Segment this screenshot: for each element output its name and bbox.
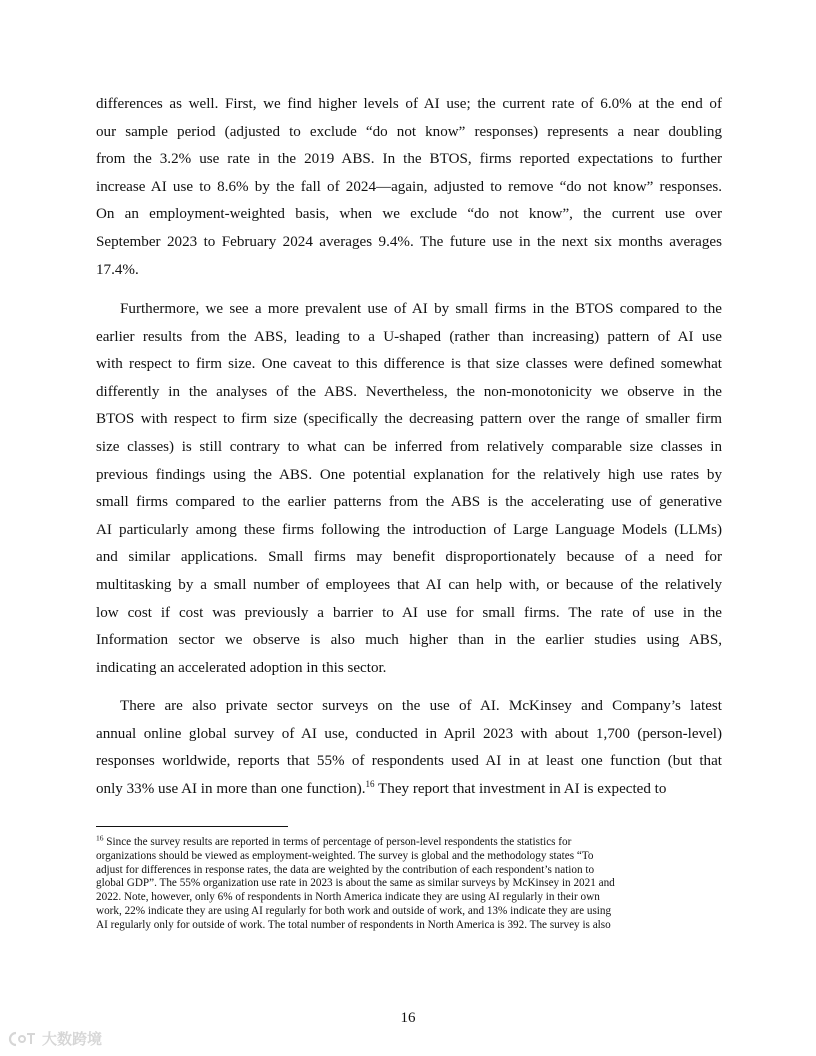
text-line: On an employment-weighted basis, when we exclude “do not know”, the current use over bbox=[96, 206, 722, 223]
watermark-logo-icon bbox=[8, 1030, 38, 1048]
paragraph-2 bbox=[96, 296, 722, 682]
text-segment: Since the survey results are reported in terms of percentage of person-level respondents the statistics for bbox=[103, 836, 572, 848]
footnote-line: AI regularly only for outside of work. The total number of respondents in North America is 392. The survey is also bbox=[96, 918, 611, 931]
text-line: with respect to firm size. One caveat to this difference is that size classes were defined somewhat bbox=[96, 356, 722, 373]
watermark bbox=[8, 1028, 102, 1049]
footnote-16 bbox=[96, 833, 722, 933]
footnote-line: global GDP”. The 55% organization use rate in 2023 is about the same as similar surveys by McKinsey in 2021 and bbox=[96, 877, 615, 890]
text-line: size classes) is still contrary to what can be inferred from relatively comparable size classes in bbox=[96, 438, 722, 455]
text-line-with-footnote-ref bbox=[96, 776, 722, 804]
page-number: 16 bbox=[400, 1010, 416, 1026]
footnote-reference[interactable]: 16 bbox=[365, 778, 375, 789]
footnote-line: adjust for differences in response rates, the data are weighted by the contribution of each respondent’s nation to bbox=[96, 863, 595, 876]
text-line: Furthermore, we see a more prevalent use of AI by small firms in the BTOS compared to the bbox=[120, 301, 722, 317]
text-segment: only 33% use AI in more than one function). bbox=[96, 780, 366, 797]
text-line: 17.4%. bbox=[96, 261, 139, 278]
footnote-separator bbox=[96, 826, 288, 827]
footnote-line: organizations should be viewed as employment-weighted. The survey is global and the methodology states “To bbox=[96, 849, 594, 862]
text-line: our sample period (adjusted to exclude “do not know” responses) represents a near doubling bbox=[96, 123, 722, 140]
text-line: earlier results from the ABS, leading to a U-shaped (rather than increasing) pattern of AI use bbox=[96, 328, 722, 345]
text-line: increase AI use to 8.6% by the fall of 2024—again, adjusted to remove “do not know” responses. bbox=[96, 178, 722, 195]
text-line: AI particularly among these firms following the introduction of Large Language Models (LLMs) bbox=[96, 521, 722, 538]
footnote-line bbox=[96, 833, 722, 850]
footnote-line: work, 22% indicate they are using AI regularly for both work and outside of work, and 13% indicate they are using bbox=[96, 904, 612, 917]
paragraph-3 bbox=[96, 693, 722, 803]
text-line: differences as well. First, we find higher levels of AI use; the current rate of 6.0% at the end of bbox=[96, 96, 722, 112]
text-segment: They report that investment in AI is expected to bbox=[374, 780, 667, 797]
text-line: responses worldwide, reports that 55% of respondents used AI in at least one function (but that bbox=[96, 753, 722, 770]
footnote-line: 2022. Note, however, only 6% of respondents in North America indicate they are using AI regularly in their own bbox=[96, 891, 600, 904]
footnote-marker: 16 bbox=[96, 833, 104, 843]
text-line: September 2023 to February 2024 averages 9.4%. The future use in the next six months averages bbox=[96, 233, 722, 250]
text-line: from the 3.2% use rate in the 2019 ABS. In the BTOS, firms reported expectations to further bbox=[96, 151, 722, 168]
text-line: low cost if cost was previously a barrier to AI use for small firms. The rate of use in the bbox=[96, 604, 722, 621]
paragraph-1 bbox=[96, 91, 722, 284]
text-line: multitasking by a small number of employees that AI can help with, or because of the relatively bbox=[96, 576, 722, 593]
text-line: There are also private sector surveys on the use of AI. McKinsey and Company’s latest bbox=[120, 698, 722, 714]
text-line: differently in the analyses of the ABS. Nevertheless, the non-monotonicity we observe in the bbox=[96, 383, 722, 400]
text-line: annual online global survey of AI use, conducted in April 2023 with about 1,700 (person-level) bbox=[96, 725, 722, 742]
text-line: BTOS with respect to firm size (specifically the decreasing pattern over the range of smaller firm bbox=[96, 411, 722, 428]
text-line: previous findings using the ABS. One potential explanation for the relatively high use rates by bbox=[96, 466, 722, 483]
text-line: Information sector we observe is also much higher than in the earlier studies using ABS, bbox=[96, 632, 722, 649]
watermark-text: 大数跨境 bbox=[42, 1030, 103, 1048]
text-line: indicating an accelerated adoption in this sector. bbox=[96, 659, 387, 676]
text-line: small firms compared to the earlier patterns from the ABS is the accelerating use of generative bbox=[96, 494, 722, 511]
text-line: and similar applications. Small firms may benefit disproportionately because of a need for bbox=[96, 549, 722, 566]
